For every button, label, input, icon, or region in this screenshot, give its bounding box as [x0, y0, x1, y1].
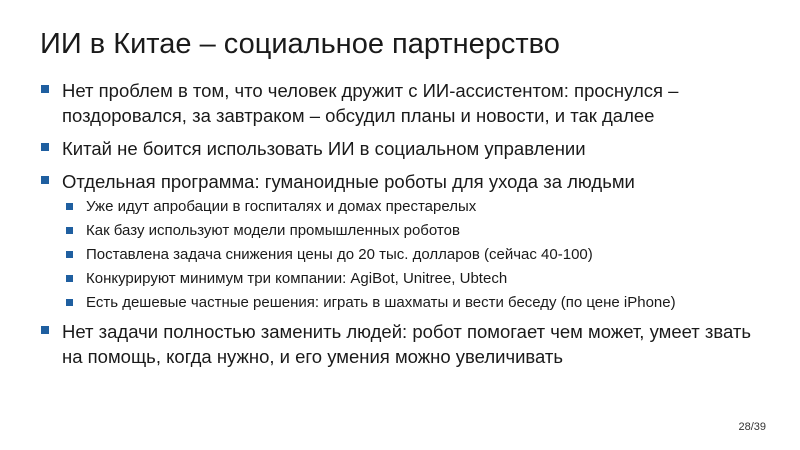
sub-bullet-text: Как базу используют модели промышленных роботов [86, 222, 460, 239]
sub-bullet-list [40, 195, 760, 315]
bullet-text: Нет проблем в том, что человек дружит с ИИ-ассистентом: проснулся – поздоровался, за завтраком – обсудил планы и новости, и так далее [62, 80, 679, 126]
sub-bullet-text: Уже идут апробации в госпиталях и домах престарелых [86, 198, 477, 215]
square-bullet-icon [66, 227, 73, 234]
sub-bullet-text: Поставлена задача снижения цены до 20 тыс. долларов (сейчас 40-100) [86, 246, 593, 263]
square-bullet-icon [66, 203, 73, 210]
bullet-item [40, 319, 760, 369]
square-bullet-icon [41, 176, 49, 184]
square-bullet-icon [41, 85, 49, 93]
bullet-text: Отдельная программа: гуманоидные роботы для ухода за людьми [62, 171, 635, 192]
page-number: 28/39 [738, 421, 766, 433]
bullet-item [40, 169, 760, 194]
sub-bullet-text: Есть дешевые частные решения: играть в шахматы и вести беседу (по цене iPhone) [86, 294, 676, 311]
square-bullet-icon [41, 326, 49, 334]
square-bullet-icon [66, 251, 73, 258]
sub-bullet-text: Конкурируют минимум три компании: AgiBot, Unitree, Ubtech [86, 270, 508, 287]
slide-title: ИИ в Китае – социальное партнерство [40, 28, 560, 60]
square-bullet-icon [66, 299, 73, 306]
sub-bullet-item [40, 291, 760, 315]
square-bullet-icon [66, 275, 73, 282]
bullet-item [40, 136, 760, 161]
square-bullet-icon [41, 143, 49, 151]
sub-bullet-item [40, 195, 760, 219]
sub-bullet-item [40, 243, 760, 267]
sub-bullet-item [40, 219, 760, 243]
bullet-text: Китай не боится использовать ИИ в социальном управлении [62, 138, 586, 159]
bullet-text: Нет задачи полностью заменить людей: робот помогает чем может, умеет звать на помощь, когда нужно, и его умения можно увеличивать [62, 321, 751, 367]
bullet-item [40, 78, 760, 128]
bullet-list [40, 78, 760, 377]
sub-bullet-item [40, 267, 760, 291]
